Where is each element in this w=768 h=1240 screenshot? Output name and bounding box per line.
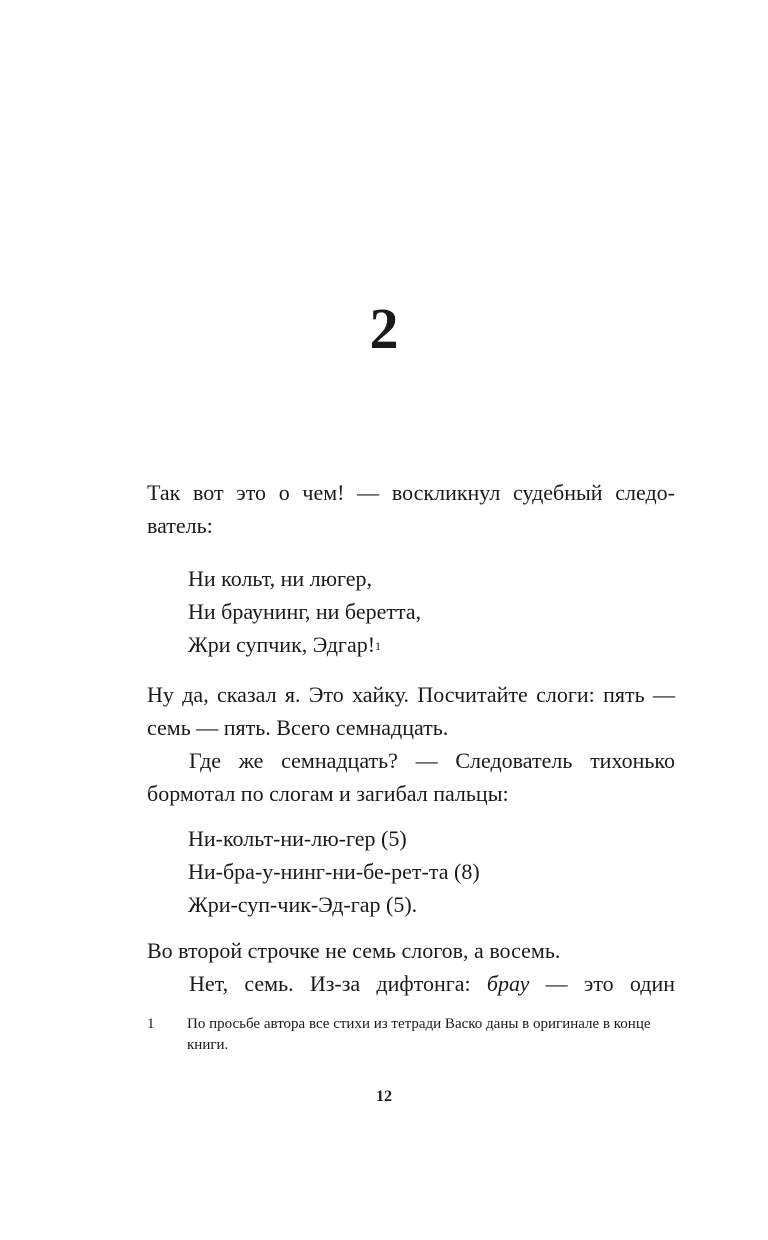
verse-line: Ни-бра-у-нинг-ни-бе-рет-та (8): [188, 859, 480, 884]
verse-line: Ни кольт, ни люгер,: [188, 566, 373, 591]
paragraph-text: Так вот это о чем! — воскликнул судебный следо-ватель:: [147, 480, 675, 538]
paragraph-2: Ну да, сказал я. Это хайку. Посчитайте слоги: пять — семь — пять. Всего семнадцать.: [147, 682, 675, 740]
paragraph-5-text: Нет, семь. Из-за дифтонга:: [189, 971, 487, 996]
paragraph-5-text-end: — это один: [529, 971, 675, 996]
verse-block-2: [188, 822, 480, 921]
verse-line-text: Жри супчик, Эдгар!: [188, 632, 376, 657]
verse-line: Ни-кольт-ни-лю-гер (5): [188, 826, 407, 851]
verse-block-1: [188, 562, 421, 661]
paragraph-3: Где же семнадцать? — Следователь тихонько бормотал по слогам и загибал пальцы:: [147, 748, 675, 806]
paragraph-block-3: [147, 934, 675, 1000]
footnote-reference: 1: [375, 639, 382, 653]
paragraph-block-2: [147, 678, 675, 810]
page-number: 12: [376, 1088, 392, 1105]
verse-line: Ни браунинг, ни беретта,: [188, 599, 422, 624]
footnote-mark: 1: [147, 1016, 155, 1032]
footnote-text: По просьбе автора все стихи из тетради Васко даны в оригинале в конце книги.: [187, 1016, 651, 1053]
paragraph-5: [147, 967, 675, 1000]
paragraph-4: Во второй строчке не семь слогов, а восемь.: [147, 938, 561, 963]
paragraph-1: [147, 476, 675, 542]
verse-line: Жри-суп-чик-Эд-гар (5).: [188, 892, 418, 917]
footnote: [147, 1014, 675, 1056]
italic-word: брау: [486, 971, 530, 996]
verse-line-with-note: [188, 628, 421, 661]
chapter-number: 2: [369, 296, 399, 361]
